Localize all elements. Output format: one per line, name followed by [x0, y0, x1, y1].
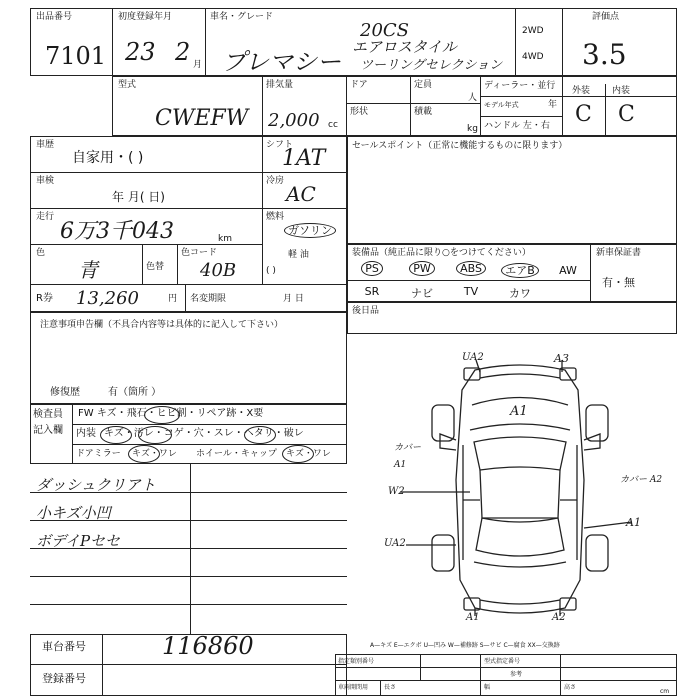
inspection-mirror: キズ・ワレ — [132, 449, 177, 459]
chassis-number: 116860 — [162, 632, 254, 660]
equip-tv: TV — [463, 285, 479, 298]
cc-unit: cc — [328, 120, 338, 130]
equip-aw: AW — [559, 264, 577, 277]
recycle-value: 13,260 — [76, 288, 139, 309]
ac-value: AC — [286, 182, 316, 206]
color-label: 色 — [36, 248, 46, 258]
dealer-label: ディーラー・並行 — [484, 81, 556, 91]
grid-cell: 高さ — [564, 684, 577, 691]
shaken-label: 車検 — [36, 176, 55, 186]
handwritten-note: ダッシュクリアト — [36, 476, 156, 494]
damage-mark: UA2 — [462, 352, 484, 363]
fuel-light-oil: 軽 油 — [288, 250, 309, 260]
usage-value: 自家用・( ) — [72, 150, 144, 166]
circle-mark — [244, 426, 276, 444]
damage-mark: A1 — [626, 516, 641, 529]
equip-leather: カワ — [509, 287, 531, 300]
lot-label: 出品番号 — [36, 12, 73, 22]
mileage-label: 走行 — [36, 212, 55, 222]
grid-cell: 長さ — [384, 684, 397, 691]
equip-ps: PS — [352, 262, 392, 275]
model-code: CWEFW — [155, 106, 249, 131]
name-change-label: 名変期限 — [190, 294, 227, 304]
km-unit: km — [218, 234, 232, 244]
damage-mark: UA2 — [384, 538, 406, 549]
grid-cell: 車両開閉用 — [338, 684, 369, 691]
color-change-label: 色替 — [146, 262, 165, 272]
first-reg-month: 2 — [175, 38, 191, 66]
damage-legend: A—キズ E—エクボ U—凹み W—補修跡 S—サビ C—腐食 XX—交換跡 — [370, 642, 560, 649]
handwritten-note: 小キズ小凹 — [36, 504, 111, 522]
equip-sr: SR — [364, 285, 380, 298]
load-label: 積載 — [414, 107, 433, 117]
repair-label: 修復歴 — [50, 387, 80, 398]
damage-mark: A3 — [554, 352, 569, 365]
ac-label: 冷房 — [266, 176, 285, 186]
equip-abs: ABS — [448, 262, 494, 275]
entry-label: 記入欄 — [33, 425, 63, 436]
interior-grade: C — [618, 102, 635, 127]
inspection-row-interior: キズ・汚レ・コゲ・穴・スレ・ヘタリ・破レ — [104, 428, 304, 439]
inspection-wheel: キズ・ワレ — [286, 449, 331, 459]
door-label: ドア — [350, 80, 368, 90]
damage-mark: A2 — [552, 612, 566, 623]
equip-pw: PW — [400, 262, 444, 275]
equip-airbag: エアB — [498, 262, 542, 278]
interior-label: 内装 — [612, 86, 631, 96]
handle-label: ハンドル 左・右 — [484, 121, 550, 131]
circle-mark — [282, 445, 314, 463]
sales-point-label: セールスポイント（正常に機能するものに限ります） — [352, 141, 568, 151]
inspection-mirror-head: ドアミラー — [76, 449, 121, 459]
damage-mark: A1 — [394, 460, 407, 470]
damage-mark: A1 — [510, 404, 528, 419]
displacement-value: 2,000 — [268, 110, 320, 131]
inspection-row-fw: FW キズ・飛石・ヒビ割・リペア跡・X要 — [78, 408, 264, 419]
fuel-gasoline: ガソリン — [284, 222, 336, 238]
person-unit: 人 — [468, 93, 478, 103]
chassis-label: 車台番号 — [42, 640, 86, 653]
mileage-value: 6万3千043 — [60, 219, 174, 244]
yen-unit: 円 — [168, 294, 178, 304]
exterior-grade: C — [575, 102, 592, 127]
drive-4wd: 4WD — [522, 52, 544, 62]
inspection-wheel-head: ホイール・キャップ — [196, 449, 277, 459]
notes-label: 注意事項申告欄（不具合内容等は具体的に記入して下さい） — [40, 320, 284, 330]
circle-mark — [100, 426, 132, 444]
lot-number: 7101 — [45, 42, 107, 70]
grid-cell: 参考 — [510, 671, 523, 678]
circle-mark — [144, 406, 180, 424]
damage-mark: A1 — [466, 612, 480, 623]
sales-point-box — [347, 136, 677, 244]
usage-label: 車歴 — [36, 140, 55, 150]
later-items-label: 後日品 — [352, 306, 380, 316]
exterior-label: 外装 — [572, 86, 591, 96]
equipment-label: 装備品（純正品に限り○をつけてください） — [352, 248, 531, 258]
kg-unit: kg — [467, 124, 478, 134]
car-name: プレマシー — [222, 48, 342, 76]
color-code-label: 色コード — [181, 248, 218, 258]
shape-label: 形状 — [350, 107, 369, 117]
handwritten-note: ボデイPセセ — [36, 532, 121, 550]
color-code-value: 40B — [200, 260, 237, 281]
warranty-label: 新車保証書 — [596, 248, 642, 258]
grid-cell: cm — [660, 688, 670, 695]
circle-mark — [128, 445, 160, 463]
grid-cell: 指定類別番号 — [338, 658, 375, 665]
grid-cell: 幅 — [484, 684, 491, 691]
damage-mark: W2 — [388, 486, 405, 497]
name-change-value: 月 日 — [283, 294, 304, 304]
car-diagram — [370, 350, 670, 630]
fuel-label: 燃料 — [266, 212, 285, 222]
grade-line-2: エアロスタイル — [352, 38, 457, 56]
year-unit: 年 — [548, 100, 558, 110]
warranty-value: 有・無 — [602, 276, 635, 289]
equip-navi: ナビ — [411, 287, 433, 300]
name-grade-label: 車名・グレード — [210, 12, 274, 22]
inspection-interior-head: 内装 — [76, 428, 96, 439]
score-value: 3.5 — [582, 38, 627, 71]
first-reg-year: 23 — [125, 38, 156, 66]
grade-line-3: ツーリングセレクション — [360, 58, 503, 73]
score-label: 評価点 — [592, 12, 620, 22]
shift-label: シフト — [266, 140, 294, 150]
month-unit: 月 — [193, 60, 203, 70]
damage-mark: カバー A2 — [620, 475, 663, 485]
color-value: 青 — [78, 258, 98, 282]
inspector-label: 検査員 — [33, 409, 63, 420]
drive-2wd: 2WD — [522, 26, 544, 36]
shift-value: 1AT — [282, 146, 326, 171]
first-reg-label: 初度登録年月 — [118, 12, 173, 22]
shaken-value: 年 月( 日) — [112, 190, 165, 204]
grid-cell: 型式指定番号 — [484, 658, 521, 665]
capacity-label: 定員 — [414, 80, 433, 90]
repair-value: 有（箇所 ） — [108, 387, 162, 398]
damage-mark: カバー — [394, 443, 422, 453]
registration-label: 登録番号 — [42, 672, 86, 685]
later-items-box — [347, 302, 677, 334]
grade-line-1: 20CS — [360, 20, 410, 41]
circle-mark — [138, 426, 172, 444]
recycle-label: R券 — [36, 293, 53, 304]
model-label: 型式 — [118, 80, 137, 90]
displacement-label: 排気量 — [266, 80, 294, 90]
fuel-paren: ( ) — [266, 266, 276, 276]
model-year-label: モデル年式 — [484, 101, 519, 109]
